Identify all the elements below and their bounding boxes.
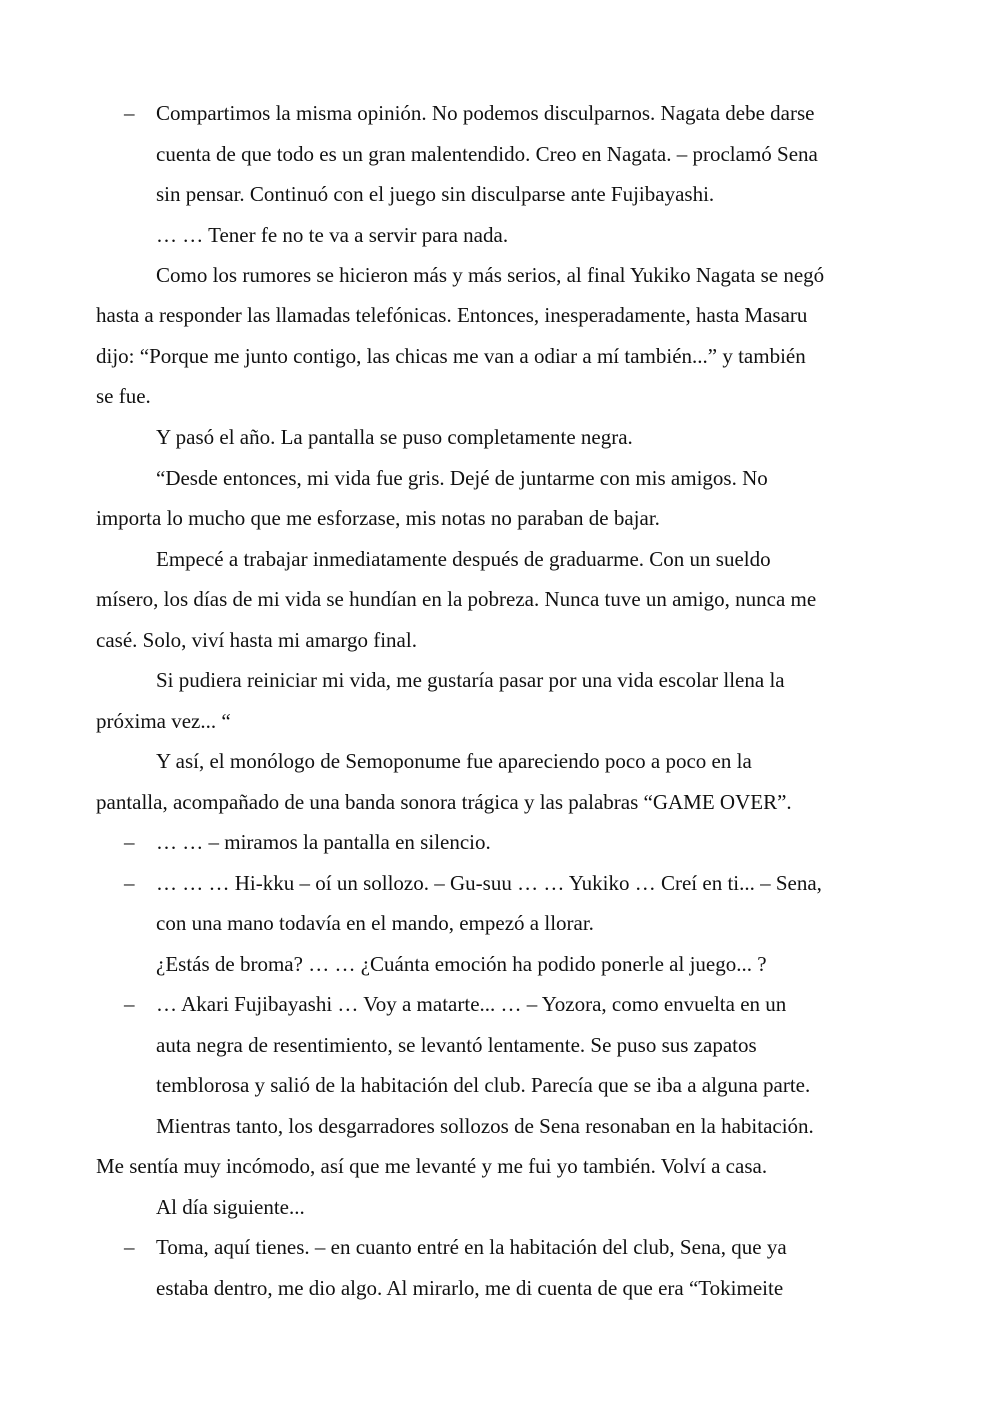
text-line: Empecé a trabajar inmediatamente después de graduarme. Con un sueldo <box>156 547 771 571</box>
text-line: casé. Solo, viví hasta mi amargo final. <box>96 628 417 652</box>
text-line: Al día siguiente... <box>156 1195 305 1219</box>
text-line: … Akari Fujibayashi … Voy a matarte... … – Yozora, como envuelta en un <box>156 992 787 1016</box>
text-line: cuenta de que todo es un gran malentendido. Creo en Nagata. – proclamó Sena <box>156 142 818 166</box>
text-line: temblorosa y salió de la habitación del club. Parecía que se iba a alguna parte. <box>156 1073 811 1097</box>
text-line: mísero, los días de mi vida se hundían en la pobreza. Nunca tuve un amigo, nunca me <box>96 587 817 611</box>
text-line: próxima vez... “ <box>96 709 231 733</box>
text-line: ¿Estás de broma? … … ¿Cuánta emoción ha podido ponerle al juego... ? <box>156 952 767 976</box>
dialogue-dash: – <box>124 1235 135 1259</box>
dialogue-dash: – <box>124 992 135 1016</box>
text-line: se fue. <box>96 384 151 408</box>
text-line: … … Tener fe no te va a servir para nada. <box>156 223 509 247</box>
text-line: importa lo mucho que me esforzase, mis notas no paraban de bajar. <box>96 506 660 530</box>
text-line: Me sentía muy incómodo, así que me levanté y me fui yo también. Volví a casa. <box>96 1154 768 1178</box>
dialogue-dash: – <box>124 101 135 125</box>
text-line: hasta a responder las llamadas telefónicas. Entonces, inesperadamente, hasta Masaru <box>96 303 808 327</box>
text-line: Como los rumores se hicieron más y más serios, al final Yukiko Nagata se negó <box>156 263 825 287</box>
text-line: sin pensar. Continuó con el juego sin disculparse ante Fujibayashi. <box>156 182 715 206</box>
text-line: estaba dentro, me dio algo. Al mirarlo, me di cuenta de que era “Tokimeite <box>156 1276 784 1300</box>
text-line: Si pudiera reiniciar mi vida, me gustaría pasar por una vida escolar llena la <box>156 668 785 692</box>
text-line: … … … Hi-kku – oí un sollozo. – Gu-suu … … Yukiko … Creí en ti... – Sena, <box>156 871 822 895</box>
text-line: Compartimos la misma opinión. No podemos disculparnos. Nagata debe darse <box>156 101 815 125</box>
text-line: Mientras tanto, los desgarradores sollozos de Sena resonaban en la habitación. <box>156 1114 814 1138</box>
text-line: Y así, el monólogo de Semoponume fue apareciendo poco a poco en la <box>156 749 752 773</box>
text-line: pantalla, acompañado de una banda sonora trágica y las palabras “GAME OVER”. <box>96 790 792 814</box>
text-line: dijo: “Porque me junto contigo, las chicas me van a odiar a mí también...” y también <box>96 344 806 368</box>
text-line: … … – miramos la pantalla en silencio. <box>156 830 491 854</box>
text-line: Toma, aquí tienes. – en cuanto entré en la habitación del club, Sena, que ya <box>156 1235 787 1259</box>
text-line: Y pasó el año. La pantalla se puso completamente negra. <box>156 425 633 449</box>
text-line: auta negra de resentimiento, se levantó lentamente. Se puso sus zapatos <box>156 1033 757 1057</box>
text-line: “Desde entonces, mi vida fue gris. Dejé de juntarme con mis amigos. No <box>156 466 768 490</box>
text-line: con una mano todavía en el mando, empezó a llorar. <box>156 911 594 935</box>
dialogue-dash: – <box>124 830 135 854</box>
dialogue-dash: – <box>124 871 135 895</box>
